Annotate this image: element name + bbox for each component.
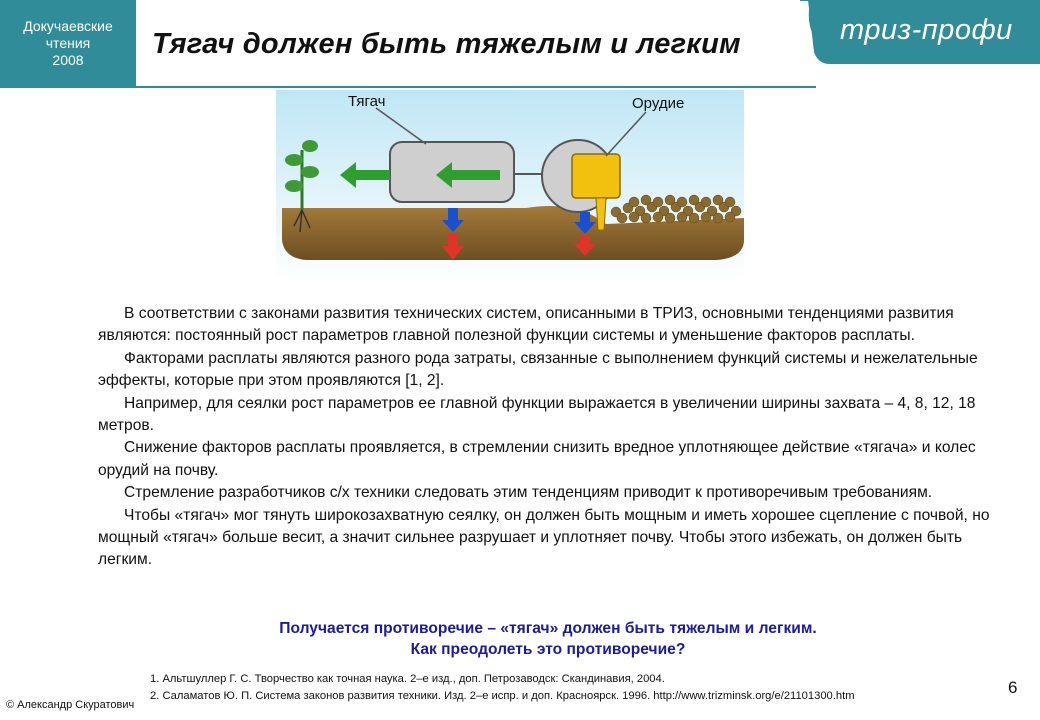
tractor-implement-illustration: [276, 90, 744, 282]
implement-label: Орудие: [632, 95, 685, 112]
slide-header: [0, 0, 1040, 88]
badge-line-3: 2008: [52, 52, 84, 68]
page-number: 6: [1008, 678, 1018, 697]
paragraph-1: В соответствии с законами развития технических систем, описанными в ТРИЗ, основными тенденциями развития являются: постоянный рост параметров главной полезной функции системы и уменьшение факторов расплаты.: [98, 305, 954, 345]
conclusion-line-2: Как преодолеть это противоречие?: [410, 641, 686, 658]
copyright: © Александр Скуратович: [6, 699, 135, 711]
paragraph-6: Чтобы «тягач» мог тянуть широкозахватную сеялку, он должен быть мощным и иметь хорошее сцепление с почвой, но мощный «тягач» больше весит, а значит сильнее разрушает и уплотняет почву. Чтобы этого избежать, он должен быть легким.: [98, 506, 990, 569]
conclusion: [98, 618, 998, 660]
tractor-label: Тягач: [348, 93, 386, 110]
reference-1: 1. Альтшуллер Г. С. Творчество как точная наука. 2–е изд., доп. Петрозаводск: Скандинавия, 2004.: [150, 673, 665, 685]
event-badge: [0, 0, 136, 88]
slide-title: Тягач должен быть тяжелым и легким: [152, 28, 741, 60]
header-divider: [136, 86, 816, 88]
conclusion-line-1: Получается противоречие – «тягач» должен быть тяжелым и легким.: [279, 620, 817, 637]
paragraph-2: Факторами расплаты являются разного рода затраты, связанные с выполнением функций системы и нежелательные эффекты, которые при этом проявляются [1, 2].: [98, 349, 978, 390]
reference-2: 2. Саламатов Ю. П. Система законов развития техники. Изд. 2–е испр. и доп. Красноярск. 1996. http://www.trizminsk.org/e/21101300.htm: [150, 690, 855, 702]
references: [150, 671, 855, 705]
paragraph-5: Стремление разработчиков с/х техники следовать этим тенденциям приводит к противоречивым требованиям.: [124, 484, 933, 502]
paragraph-3: Например, для сеялки рост параметров ее главной функции выражается в увеличении ширины захвата – 4, 8, 12, 18 метров.: [98, 394, 976, 435]
implement-hopper: [572, 154, 620, 198]
paragraph-4: Снижение факторов расплаты проявляется, в стремлении снизить вредное уплотняющее действие «тягача» и колес орудий на почву.: [98, 439, 976, 479]
brand-logo-text: триз-профи: [840, 14, 1013, 46]
main-text: [98, 303, 998, 572]
badge-line-1: Докучаевские: [23, 18, 113, 34]
badge-line-2: чтения: [45, 35, 91, 51]
